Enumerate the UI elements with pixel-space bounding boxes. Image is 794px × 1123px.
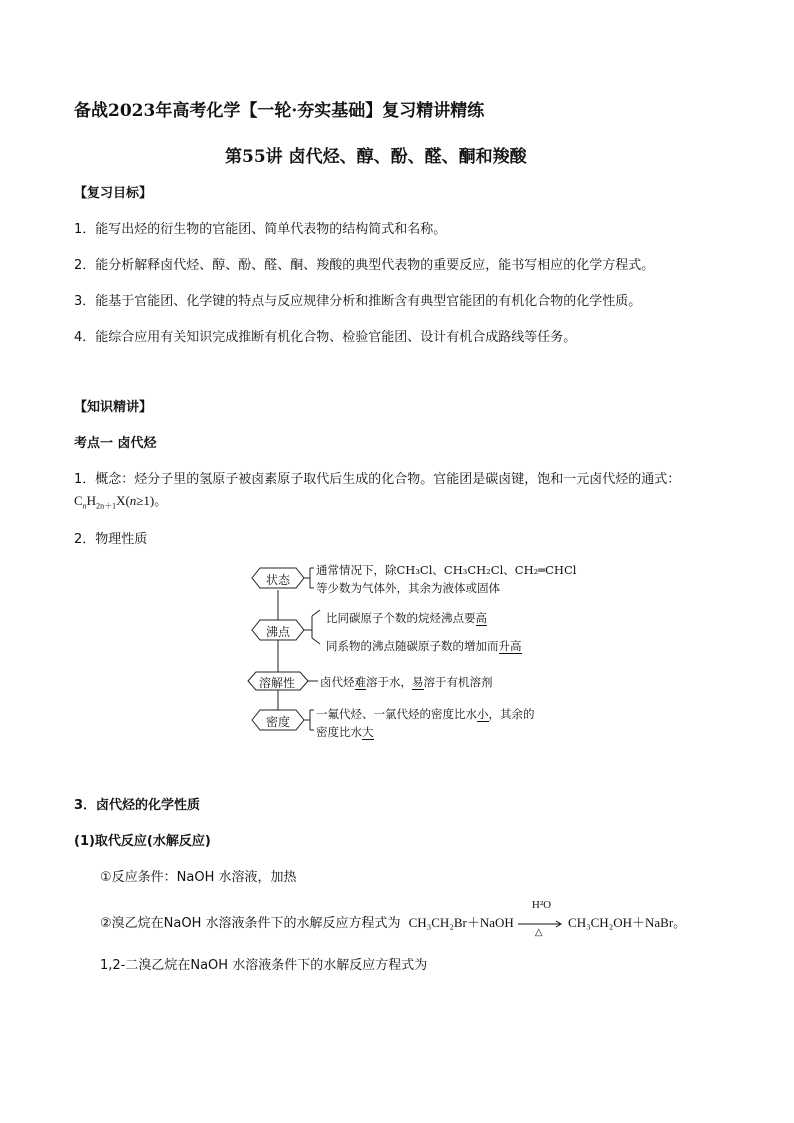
point-one-heading: 考点一 卤代烃 [74, 436, 157, 451]
dibromoethane-line: 1,2-二溴乙烷在NaOH 水溶液条件下的水解反应方程式为 [100, 958, 428, 973]
arrow-top-label: H²O [531, 898, 552, 911]
arrow-bottom-label: △ [534, 926, 543, 938]
equation-prefix: ②溴乙烷在NaOH 水溶液条件下的水解反应方程式为 [100, 916, 401, 931]
equation-line [100, 898, 687, 938]
density-text-line1: 一氟代烃、一氯代烃的密度比水小，其余的 [316, 707, 535, 721]
concept-line: 1．概念：烃分子里的氢原子被卤素原子取代后生成的化合物。官能团是碳卤键，饱和一元卤代烃的通式： [74, 472, 681, 487]
chem-heading: 3．卤代烃的化学性质 [74, 798, 201, 813]
goal-item-3: 3．能基于官能团、化学键的特点与反应规律分析和推断含有典型官能团的有机化合物的化学性质。 [74, 294, 642, 309]
equation-left: CH₃CH₂Br＋NaOH [408, 915, 514, 930]
document-title: 备战2023年高考化学【一轮·夯实基础】复习精讲精练 [74, 101, 485, 121]
hex-label-density: 密度 [266, 715, 291, 729]
review-goals-heading: 【复习目标】 [74, 186, 153, 201]
substitution-heading: (1)取代反应(水解反应) [74, 834, 211, 849]
reaction-condition: ①反应条件：NaOH 水溶液，加热 [100, 870, 297, 885]
hex-label-boiling: 沸点 [266, 625, 291, 639]
equation-right: CH₃CH₂OH＋NaBr。 [568, 915, 687, 930]
reaction-arrow [518, 898, 564, 938]
lecture-title: 第55讲 卤代烃、醇、酚、醛、酮和羧酸 [225, 147, 527, 167]
hex-label-solubility: 溶解性 [259, 676, 296, 690]
boiling-text-line2: 同系物的沸点随碳原子数的增加而升高 [326, 639, 522, 653]
goal-item-4: 4．能综合应用有关知识完成推断有机化合物、检验官能团、设计有机合成路线等任务。 [74, 330, 577, 345]
physical-properties-diagram [240, 558, 580, 748]
density-text-line2: 密度比水大 [316, 725, 374, 739]
general-formula: $C_nH_{2n+1}X(n\ge 1)$。 [74, 493, 168, 511]
boiling-text-line1: 比同碳原子个数的烷烃沸点要高 [326, 611, 487, 625]
state-text-line1: 通常情况下，除CH₃Cl、CH₃CH₂Cl、CH₂═CHCl [316, 563, 577, 577]
physical-heading: 2．物理性质 [74, 532, 148, 547]
knowledge-heading: 【知识精讲】 [74, 400, 153, 415]
state-text-line2: 等少数为气体外，其余为液体或固体 [316, 581, 500, 595]
goal-item-1: 1．能写出烃的衍生物的官能团、简单代表物的结构简式和名称。 [74, 222, 447, 237]
goal-item-2: 2．能分析解释卤代烃、醇、酚、醛、酮、羧酸的典型代表物的重要反应，能书写相应的化学方程式。 [74, 258, 655, 273]
hex-label-state: 状态 [266, 573, 291, 587]
solubility-text: 卤代烃难溶于水，易溶于有机溶剂 [320, 675, 493, 689]
